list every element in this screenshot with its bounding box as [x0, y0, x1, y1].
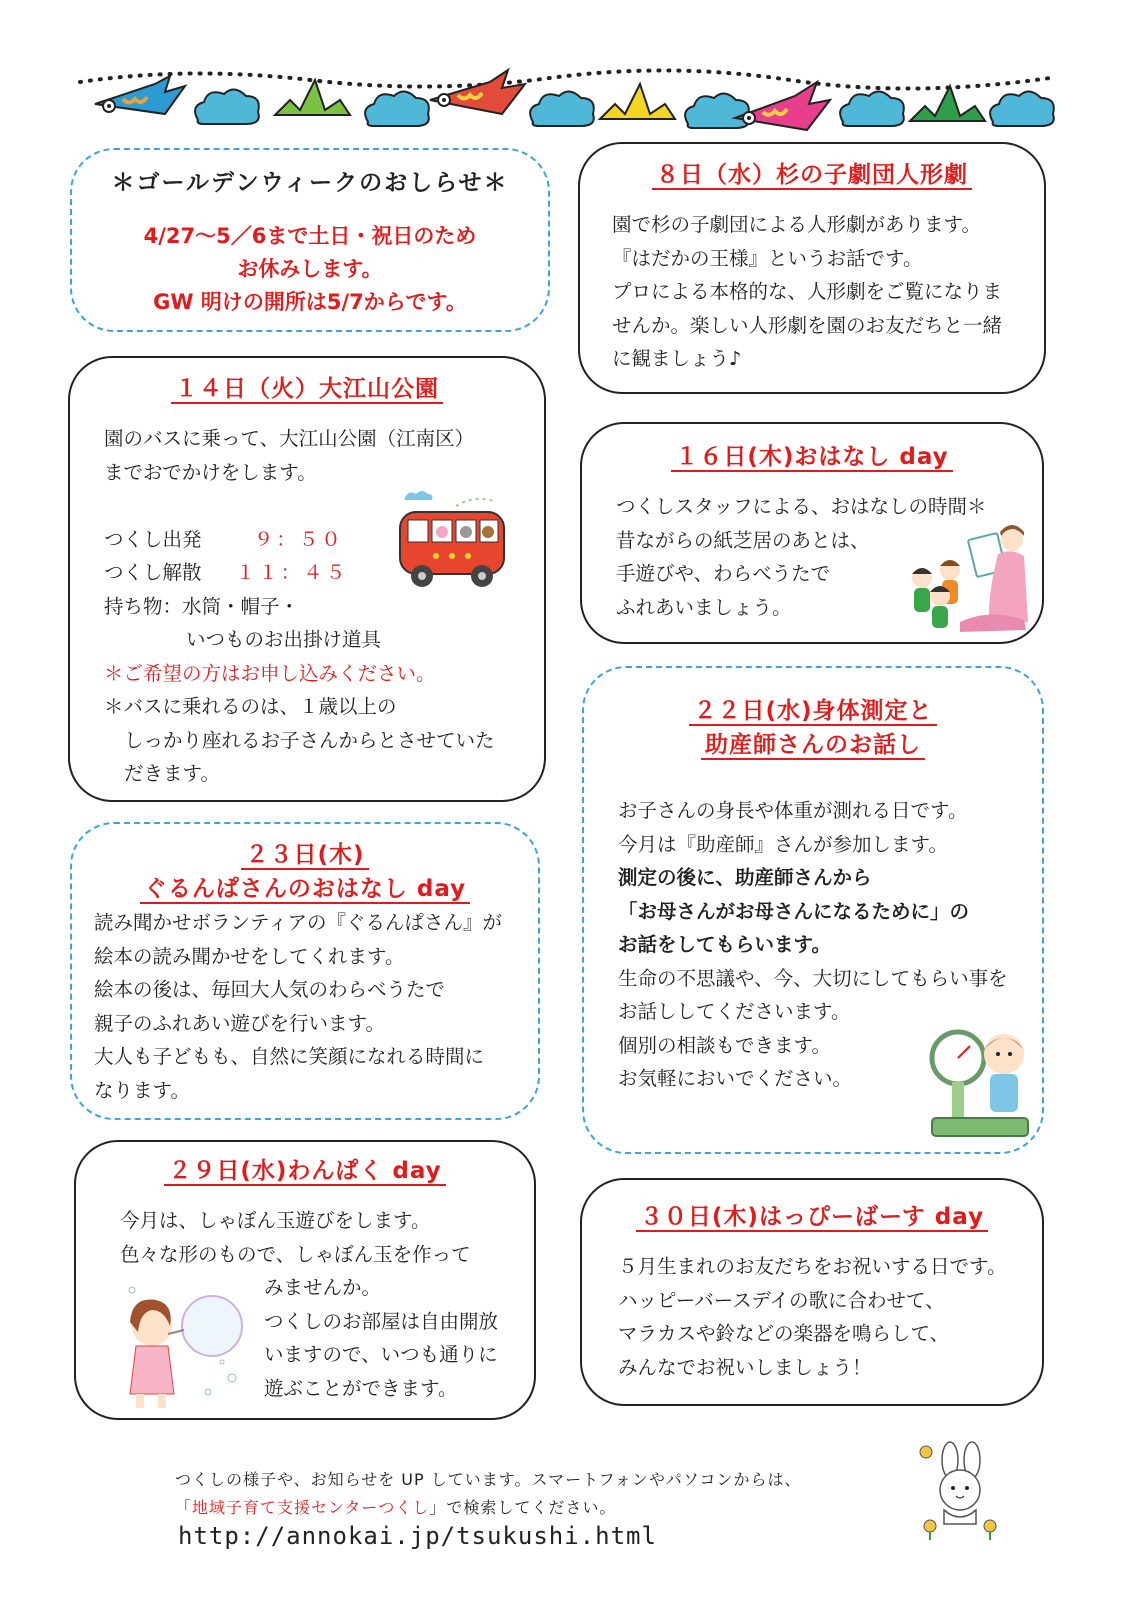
event-23-line: 親子のふれあい遊びを行います。	[94, 1011, 385, 1035]
event-29-line: つくしのお部屋は自由開放	[264, 1309, 499, 1333]
event-22-line-bold: お話をしてもらいます。	[618, 933, 831, 956]
scale-icon	[924, 1024, 1036, 1144]
event-22-title-2: 助産師さんのお話し	[701, 732, 925, 760]
kabuto-helmet-icon	[275, 80, 350, 115]
event-30-line: ５月生まれのお友だちをお祝いする日です。	[618, 1255, 1007, 1278]
event-30-box	[580, 1178, 1044, 1406]
event-16-box	[580, 422, 1044, 644]
event-22-line: お子さんの身長や体重が測れる日です。	[618, 799, 968, 822]
event-29-line: 今月は、しゃぼん玉遊びをします。	[120, 1209, 431, 1232]
footer-text	[175, 1466, 802, 1522]
kabuto-helmet-icon	[600, 84, 675, 119]
event-16-line: ふれあいましょう。	[616, 595, 792, 619]
gw-line: お休みします。	[237, 257, 383, 281]
event-30-body	[618, 1250, 1006, 1384]
event-16-line: 手遊びや、わらべうたで	[616, 562, 831, 585]
cloud-icon	[990, 91, 1054, 126]
cloud-icon	[365, 91, 429, 126]
cloud-icon	[195, 89, 259, 124]
event-16-line: つくしスタッフによる、おはなしの時間＊	[616, 495, 987, 518]
cloud-icon	[685, 93, 749, 128]
event-16-title: １６日(木)おはなし day	[671, 444, 952, 472]
event-22-line-bold: 「お母さんがお母さんになるために」の	[618, 899, 970, 923]
depart-label: つくし出発	[104, 527, 202, 551]
bus-icon	[396, 486, 508, 598]
event-14-items: 持ち物：水筒・帽子・	[104, 594, 300, 618]
event-23-line: なります。	[94, 1078, 190, 1102]
bubble-girl-icon	[112, 1282, 248, 1414]
event-14-title: １４日（火）大江山公園	[171, 376, 443, 404]
event-16-line: 昔ながらの紙芝居のあとは、	[616, 528, 870, 552]
event-14-line: 園のバスに乗って、大江山公園（江南区）	[104, 427, 475, 450]
event-22-line-bold: 測定の後に、助産師さんから	[618, 866, 872, 889]
decorative-banner	[70, 64, 1060, 144]
event-30-line: みんなでお祝いしましょう！	[618, 1355, 872, 1379]
event-14-box	[68, 356, 546, 802]
carp-streamer-icon	[430, 70, 525, 114]
gw-notice-body	[72, 220, 548, 319]
event-23-line: 絵本の読み聞かせをしてくれます。	[94, 944, 405, 968]
event-29-line: いますので、いつも通りに	[264, 1343, 498, 1366]
event-14-note: しっかり座れるお子さんからとさせていた	[124, 728, 495, 752]
rabbit-mascot-icon	[910, 1440, 1010, 1540]
event-23-title-2: ぐるんぱさんのおはなし day	[140, 876, 470, 904]
carp-streamer-icon	[95, 76, 185, 114]
cloud-icon	[840, 91, 904, 126]
event-14-body	[104, 422, 495, 791]
website-url[interactable]: http://annokai.jp/tsukushi.html	[178, 1522, 657, 1550]
gw-notice-title: ＊ゴールデンウィークのおしらせ＊	[111, 170, 509, 196]
dismiss-time: １１：４５	[235, 561, 349, 584]
event-8-line: 『はだかの王様』というお話です。	[612, 246, 923, 270]
kabuto-helmet-icon	[910, 86, 985, 121]
event-23-line: 絵本の後は、毎回大人気のわらべうたで	[94, 978, 446, 1001]
event-8-line: プロによる本格的な、人形劇をご覧になりま	[612, 280, 1003, 303]
event-22-line: お気軽においでください。	[618, 1067, 853, 1090]
event-14-line: までおでかけをします。	[104, 460, 317, 484]
event-23-body	[94, 906, 502, 1107]
event-14-note: だきます。	[124, 762, 220, 785]
footer-quote-open: 「	[175, 1498, 193, 1517]
event-29-line: みませんか。	[264, 1276, 382, 1299]
event-8-line: せんか。楽しい人形劇を園のお友だちと一緒	[612, 313, 1003, 337]
event-22-line: 個別の相談もできます。	[618, 1033, 831, 1057]
depart-time: ９：５０	[253, 527, 344, 551]
footer-quote-close: 」で検索してください。	[429, 1498, 617, 1517]
gw-line: 4/27～5／6まで土日・祝日のため	[143, 224, 477, 248]
event-8-box	[578, 142, 1046, 394]
event-29-title: ２９日(水)わんぱく day	[164, 1158, 445, 1186]
event-8-line: 園で杉の子劇団による人形劇があります。	[612, 213, 981, 236]
event-8-body	[612, 208, 1002, 376]
carp-streamer-icon	[735, 82, 830, 130]
footer-line-2	[175, 1494, 802, 1522]
event-30-line: マラカスや鈴などの楽器を鳴らして、	[618, 1322, 950, 1345]
event-8-title: ８日（水）杉の子劇団人形劇	[652, 162, 972, 190]
event-23-box	[70, 822, 540, 1120]
footer-line-1: つくしの様子や、お知らせを UP しています。スマートフォンやパソコンからは、	[175, 1470, 802, 1489]
event-22-title-1: ２２日(水)身体測定と	[689, 698, 936, 726]
event-14-items: いつものお出掛け道具	[186, 628, 382, 651]
event-29-box	[74, 1140, 536, 1420]
event-23-line: 読み聞かせボランティアの『ぐるんぱさん』が	[94, 911, 502, 934]
event-30-line: ハッピーバースデイの歌に合わせて、	[618, 1288, 945, 1312]
event-29-line: 遊ぶことができます。	[264, 1376, 458, 1400]
event-22-box	[582, 666, 1044, 1154]
cloud-icon	[530, 91, 594, 126]
event-30-title: ３０日(木)はっぴーばーす day	[636, 1204, 988, 1232]
event-23-line: 大人も子どもも、自然に笑顔になれる時間に	[94, 1045, 485, 1068]
gw-notice-box	[70, 148, 550, 332]
event-14-note: ＊バスに乗れるのは、１歳以上の	[104, 695, 397, 718]
event-22-line: 生命の不思議や、今、大切にしてもらい事を	[618, 966, 1008, 990]
event-22-line: 今月は『助産師』さんが参加します。	[618, 832, 948, 856]
event-23-title-1: ２３日(木)	[241, 842, 368, 870]
gw-line: GW 明けの開所は5/7からです。	[153, 290, 467, 314]
footer-search-term: 地域子育て支援センターつくし	[192, 1498, 430, 1517]
event-29-line: 色々な形のもので、しゃぼん玉を作って	[120, 1242, 471, 1266]
event-14-note-red: ＊ご希望の方はお申し込みください。	[104, 661, 436, 685]
event-8-line: に観ましょう♪	[612, 347, 742, 370]
dismiss-label: つくし解散	[104, 561, 202, 584]
event-22-line: お話ししてくださいます。	[618, 1000, 851, 1023]
storyteller-icon	[900, 522, 1030, 636]
